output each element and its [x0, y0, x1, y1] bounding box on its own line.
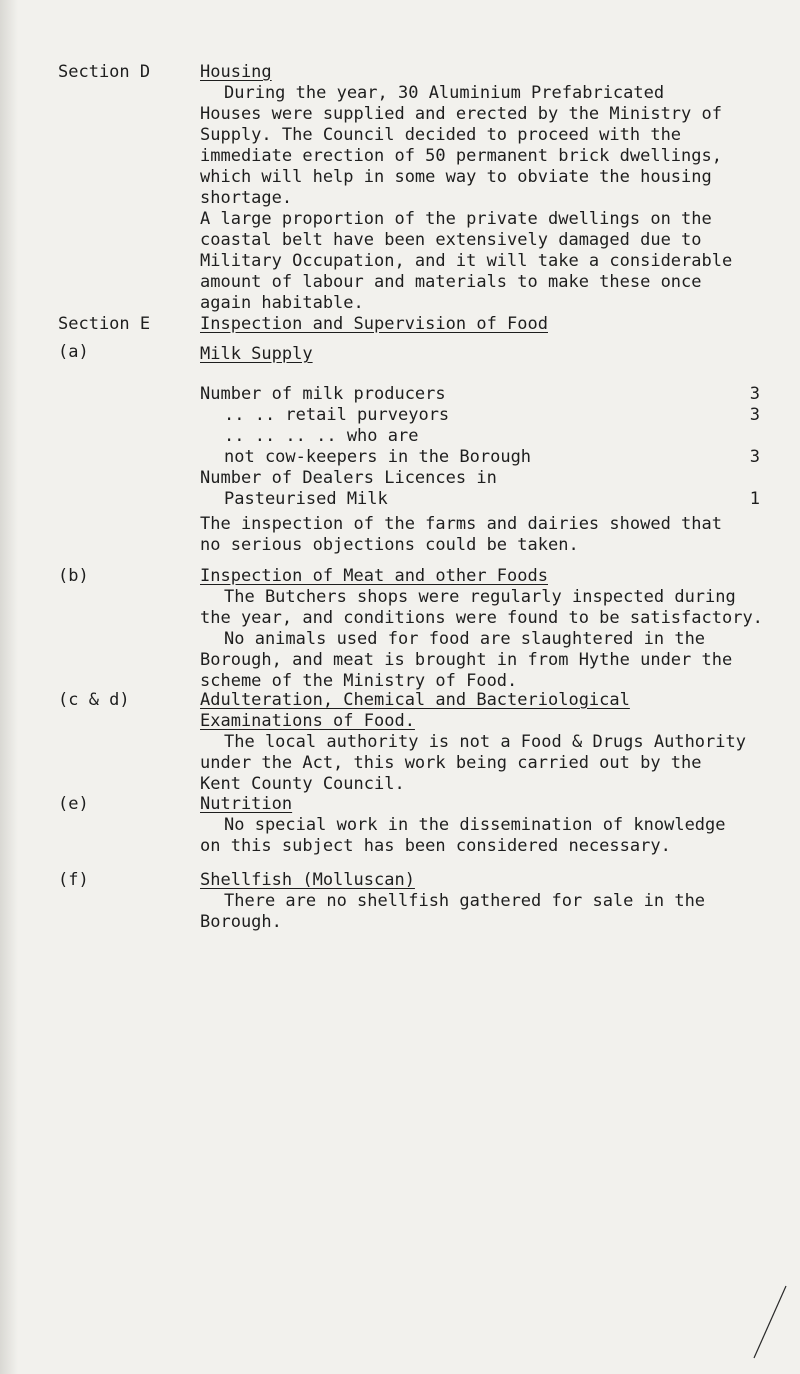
adulteration-line: Kent County Council.	[200, 774, 405, 794]
section-d-line: again habitable.	[200, 293, 364, 313]
section-d-line: amount of labour and materials to make these once	[200, 272, 702, 292]
section-d-line: During the year, 30 Aluminium Prefabricated	[224, 83, 665, 103]
section-d-heading: Housing	[200, 62, 272, 82]
adulteration-heading-cont: Examinations of Food.	[200, 711, 415, 731]
meat-line: scheme of the Ministry of Food.	[200, 671, 518, 691]
shellfish-section	[200, 870, 790, 933]
adulteration-line: The local authority is not a Food & Drugs Authority	[224, 732, 746, 752]
meat-section	[200, 566, 790, 692]
subsection-b-label: (b)	[58, 566, 89, 586]
section-d-line: immediate erection of 50 permanent brick dwellings,	[200, 146, 722, 166]
nutrition-line: No special work in the dissemination of knowledge	[224, 815, 726, 835]
row-value: 3	[749, 405, 760, 425]
section-d-line: Supply. The Council decided to proceed with the	[200, 125, 682, 145]
row-text: Number of Dealers Licences in	[200, 468, 497, 488]
meat-line: The Butchers shops were regularly inspected during	[224, 587, 736, 607]
nutrition-heading: Nutrition	[200, 794, 293, 814]
table-row	[200, 447, 760, 468]
nutrition-line: on this subject has been considered necessary.	[200, 836, 671, 856]
table-row	[200, 384, 760, 405]
section-d-line: Military Occupation, and it will take a considerable	[200, 251, 733, 271]
table-row	[200, 489, 760, 510]
section-e-heading: Inspection and Supervision of Food	[200, 314, 548, 334]
row-text: .. .. .. .. who are	[224, 426, 419, 446]
section-e-label: Section E	[58, 314, 151, 334]
shellfish-line: Borough.	[200, 912, 282, 932]
note-line: The inspection of the farms and dairies showed that	[200, 514, 722, 534]
section-d-line: which will help in some way to obviate the housing	[200, 167, 712, 187]
shellfish-line: There are no shellfish gathered for sale in the	[224, 891, 706, 911]
meat-heading: Inspection of Meat and other Foods	[200, 566, 548, 586]
row-text: .. .. retail purveyors	[224, 405, 450, 425]
row-value: 1	[749, 489, 760, 509]
table-row	[200, 405, 760, 426]
note-line: no serious objections could be taken.	[200, 535, 579, 555]
subsection-e-label: (e)	[58, 794, 89, 814]
section-d-line: shortage.	[200, 188, 293, 208]
adulteration-line: under the Act, this work being carried out by the	[200, 753, 702, 773]
table-row	[200, 426, 760, 447]
adulteration-heading: Adulteration, Chemical and Bacteriological	[200, 690, 630, 710]
page-edge-shadow	[0, 0, 18, 1374]
section-d-body	[200, 62, 790, 314]
milk-supply-note	[200, 514, 790, 556]
row-value: 3	[749, 384, 760, 404]
row-text: not cow-keepers in the Borough	[224, 447, 532, 467]
section-d-line: Houses were supplied and erected by the Ministry of	[200, 104, 722, 124]
meat-line: Borough, and meat is brought in from Hythe under the	[200, 650, 733, 670]
subsection-f-label: (f)	[58, 870, 89, 890]
meat-line: No animals used for food are slaughtered in the	[224, 629, 706, 649]
nutrition-section	[200, 794, 790, 857]
page-corner-fold-mark	[750, 1282, 790, 1362]
subsection-a-label: (a)	[58, 342, 89, 362]
section-d-line: A large proportion of the private dwellings on the	[200, 209, 712, 229]
table-row	[200, 468, 760, 489]
milk-supply-heading: Milk Supply	[200, 344, 313, 364]
section-d-label: Section D	[58, 62, 151, 82]
subsection-cd-label: (c & d)	[58, 690, 130, 710]
section-d-line: coastal belt have been extensively damaged due to	[200, 230, 702, 250]
row-text: Number of milk producers	[200, 384, 446, 404]
milk-supply-table	[200, 384, 760, 510]
meat-line: the year, and conditions were found to be satisfactory.	[200, 608, 763, 628]
adulteration-section	[200, 690, 790, 795]
shellfish-heading: Shellfish (Molluscan)	[200, 870, 415, 890]
row-text: Pasteurised Milk	[224, 489, 388, 509]
row-value: 3	[749, 447, 760, 467]
